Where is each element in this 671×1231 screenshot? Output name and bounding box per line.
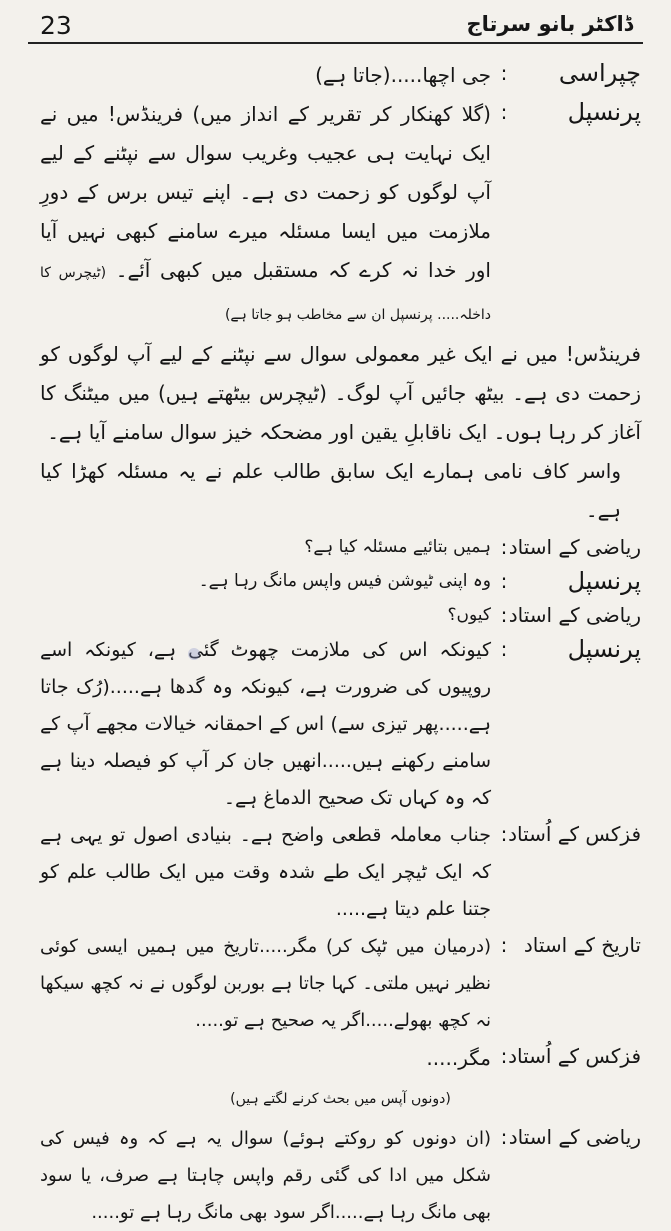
speaker-colon: : xyxy=(500,822,508,846)
speaker-name: فزکس کے اُستاد xyxy=(508,822,641,846)
speaker-colon: : xyxy=(500,569,508,593)
dialogue-text: (ان دونوں کو روکتے ہوئے) سوال یہ ہے کہ وہ فیس کی شکل میں ادا کی گئی رقم واپس چاہتا ہے صرف، یا سود بھی مانگ رہا ہے.....اگر سود بھی مانگ رہا ہے تو..... xyxy=(40,1128,491,1223)
dialogue-history xyxy=(40,928,641,1039)
running-title-author: ڈاکٹر بانو سرتاج xyxy=(466,12,633,36)
page-number: 23 xyxy=(40,11,72,40)
speaker-colon: : xyxy=(500,100,508,124)
speaker-name: پرنسپل xyxy=(567,567,641,595)
dialogue-physics-1 xyxy=(40,817,641,928)
dialogue-text: کیوں؟ xyxy=(447,605,491,625)
dialogue-text: ہمیں بتائیے مسئلہ کیا ہے؟ xyxy=(304,537,491,557)
dialogue-math-3 xyxy=(40,1120,641,1231)
dialogue-text xyxy=(40,95,491,335)
stage-note: (دونوں آپس میں بحث کرنے لگتے ہیں) xyxy=(230,1091,451,1107)
dialogue-text: کیونکہ اس کی ملازمت چھوٹ گئی ہے، کیونکہ اسے روپیوں کی ضرورت ہے، کیونکہ وہ گدھا ہے.....(رُک جاتا ہے.....پھر تیزی سے) اس کے احمقانہ خیالات مجھے آپ کے سامنے رکھنے ہیں.....انھیں جان کر آپ کو فیصلہ دینا ہے کہ وہ کہاں تک صحیح الدماغ ہے۔ xyxy=(40,639,491,809)
speaker-name: تاریخ کے استاد xyxy=(523,933,641,957)
speaker-name: فزکس کے اُستاد xyxy=(508,1044,641,1068)
dialogue-math-2 xyxy=(40,598,641,632)
dialogue-text: جی اچھا.....(جاتا ہے) xyxy=(315,63,491,87)
speaker-colon: : xyxy=(500,535,508,559)
principal-continuation: فرینڈس! میں نے ایک غیر معمولی سوال سے نپٹنے کے لیے آپ لوگوں کو زحمت دی ہے۔ بیٹھ جائیں آپ لوگ۔ (ٹیچرس بیٹھتے ہیں) میں میٹنگ کا آغاز کر رہا ہوں۔ ایک ناقابلِ یقین اور مضحکہ خیز سوال سامنے آیا ہے۔ xyxy=(40,342,641,444)
speaker-colon: : xyxy=(500,603,508,627)
speaker-name: پرنسپل xyxy=(567,635,641,663)
speaker-colon: : xyxy=(500,1125,508,1149)
page-header xyxy=(0,0,671,44)
speaker-colon: : xyxy=(500,637,508,661)
header-rule xyxy=(28,42,643,44)
dialogue-text: (درمیان میں ٹپک کر) مگر.....تاریخ میں ہمیں ایسی کوئی نظیر نہیں ملتی۔ کہا جاتا ہے بوربن لوگوں نے نہ کچھ سیکھا نہ کچھ بھولے.....اگر یہ صحیح ہے تو..... xyxy=(40,936,491,1031)
dialogue-principal-2 xyxy=(40,564,641,598)
stage-direction: (ٹیچرس کا داخلہ..... پرنسپل ان سے مخاطب ہو جاتا ہے) xyxy=(40,265,491,323)
speaker-colon: : xyxy=(500,61,508,85)
speaker-colon: : xyxy=(500,933,508,957)
dialogue-text-main: (گلا کھنکار کر تقریر کے انداز میں) فرینڈس! میں نے ایک نہایت ہی عجیب وغریب سوال سے نپٹنے کے لیے آپ لوگوں کو زحمت دی ہے۔ اپنے تیس برس کے دورِ ملازمت میں ایسا مسئلہ میرے سامنے کبھی نہیں آیا اور خدا نہ کرے کہ مستقبل میں کبھی آئے۔ xyxy=(40,102,491,282)
speaker-colon: : xyxy=(500,1044,508,1068)
dialogue-principal-1 xyxy=(40,95,641,335)
dialogue-peon xyxy=(40,56,641,95)
dialogue-text: مگر..... xyxy=(426,1046,491,1070)
dialogue-text: وہ اپنی ٹیوشن فیس واپس مانگ رہا ہے۔ xyxy=(198,571,491,591)
ink-smudge xyxy=(188,648,200,660)
speaker-name: ریاضی کے استاد xyxy=(508,535,641,559)
speaker-name: ریاضی کے استاد xyxy=(508,1125,641,1149)
speaker-name: پرنسپل xyxy=(567,98,641,126)
play-text xyxy=(40,52,641,1231)
dialogue-text: جناب معاملہ قطعی واضح ہے۔ بنیادی اصول تو یہی ہے کہ ایک ٹیچر ایک طے شدہ وقت میں ایک طالب علم کو جتنا علم دیتا ہے..... xyxy=(40,824,491,920)
principal-continuation-2: واسر کاف نامی ہمارے ایک سابق طالب علم نے یہ مسئلہ کھڑا کیا ہے۔ xyxy=(40,459,621,522)
dialogue-math-1 xyxy=(40,530,641,564)
speaker-name: چپراسی xyxy=(558,59,641,87)
speaker-name: ریاضی کے استاد xyxy=(508,603,641,627)
dialogue-principal-3 xyxy=(40,632,641,817)
dialogue-physics-2 xyxy=(40,1039,641,1078)
